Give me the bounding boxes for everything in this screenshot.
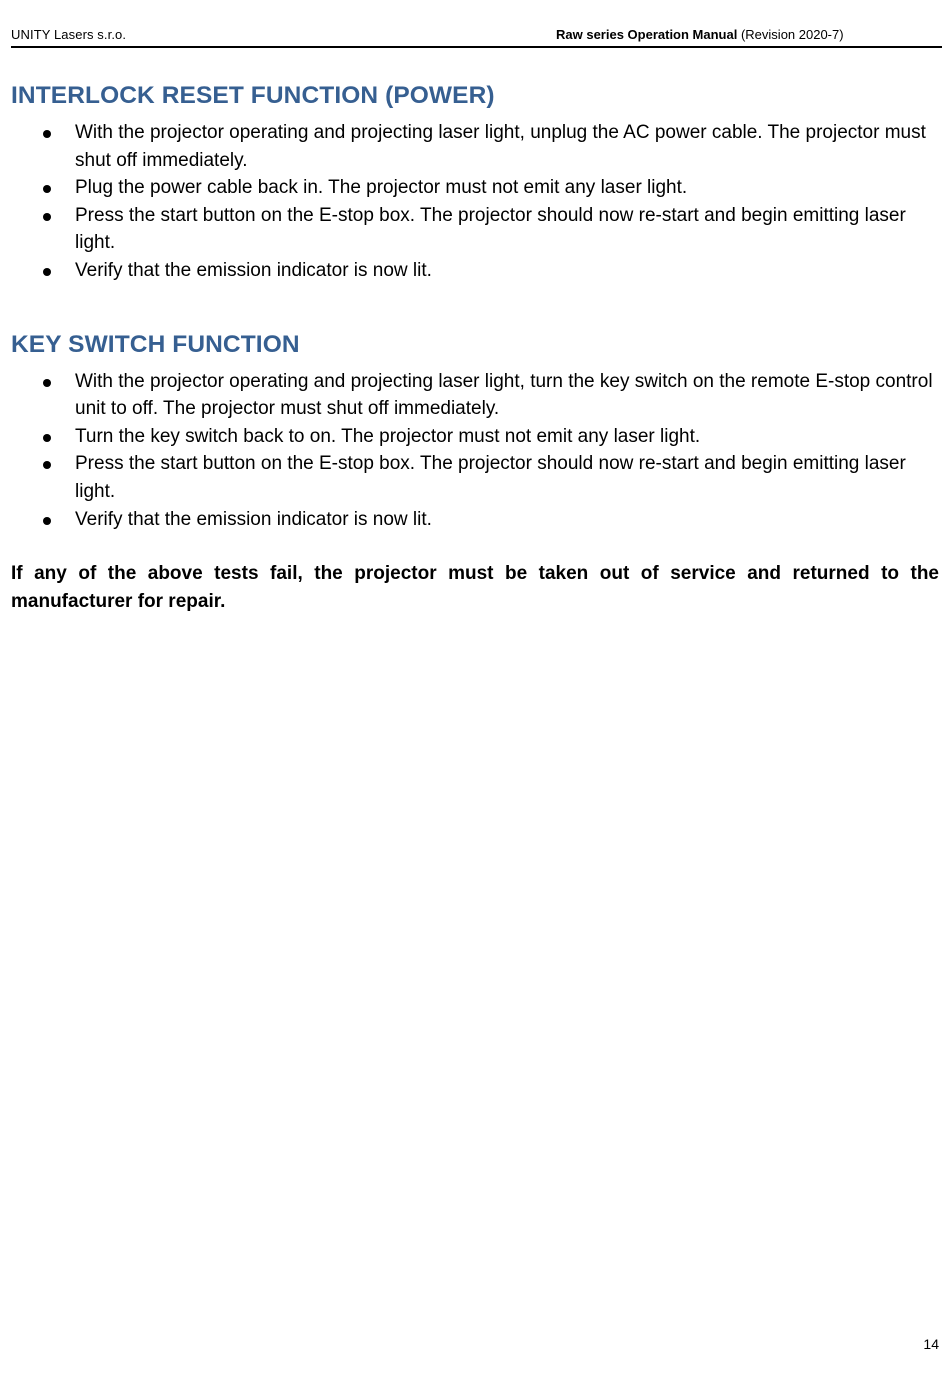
list-item xyxy=(11,368,939,423)
interlock-steps-list xyxy=(11,119,939,285)
list-item-text: With the projector operating and projecting laser light, unplug the AC power cable. The projector must shut off immediately. xyxy=(75,122,926,171)
list-item-text: Turn the key switch back to on. The projector must not emit any laser light. xyxy=(75,425,701,447)
page-header xyxy=(11,26,942,48)
bullet-icon xyxy=(43,379,51,387)
list-item xyxy=(11,450,939,505)
list-item-text: Verify that the emission indicator is now lit. xyxy=(75,259,432,281)
list-item xyxy=(11,506,939,534)
list-item xyxy=(11,119,939,174)
manual-title-line xyxy=(556,27,844,42)
key-switch-steps-list xyxy=(11,368,939,534)
bullet-icon xyxy=(43,130,51,138)
company-name: UNITY Lasers s.r.o. xyxy=(11,27,127,42)
manual-revision: (Revision 2020-7) xyxy=(740,27,844,42)
bullet-icon xyxy=(43,517,51,525)
failure-warning: If any of the above tests fail, the projector must be taken out of service and returned to the manufacturer for repair. xyxy=(11,563,939,613)
bullet-icon xyxy=(43,185,51,193)
section-heading-interlock: INTERLOCK RESET FUNCTION (POWER) xyxy=(11,82,495,109)
list-item-text: With the projector operating and projecting laser light, turn the key switch on the remote E-stop control unit to off. The projector must shut off immediately. xyxy=(75,370,933,420)
list-item-text: Press the start button on the E-stop box. The projector should now re-start and begin emitting laser light. xyxy=(75,204,906,254)
list-item xyxy=(11,257,939,285)
bullet-icon xyxy=(43,434,51,442)
bullet-icon xyxy=(43,213,51,221)
section-heading-key-switch: KEY SWITCH FUNCTION xyxy=(11,330,300,358)
list-item xyxy=(11,174,939,202)
list-item xyxy=(11,423,939,451)
page-content xyxy=(11,78,939,635)
bullet-icon xyxy=(43,268,51,276)
manual-title: Raw series Operation Manual xyxy=(556,27,738,42)
list-item-text: Verify that the emission indicator is now lit. xyxy=(75,508,432,530)
bullet-icon xyxy=(43,461,51,469)
list-item-text: Press the start button on the E-stop box. The projector should now re-start and begin emitting laser light. xyxy=(75,453,906,502)
list-item-text: Plug the power cable back in. The projector must not emit any laser light. xyxy=(75,177,688,199)
list-item xyxy=(11,202,939,257)
page-number: 14 xyxy=(923,1336,939,1352)
